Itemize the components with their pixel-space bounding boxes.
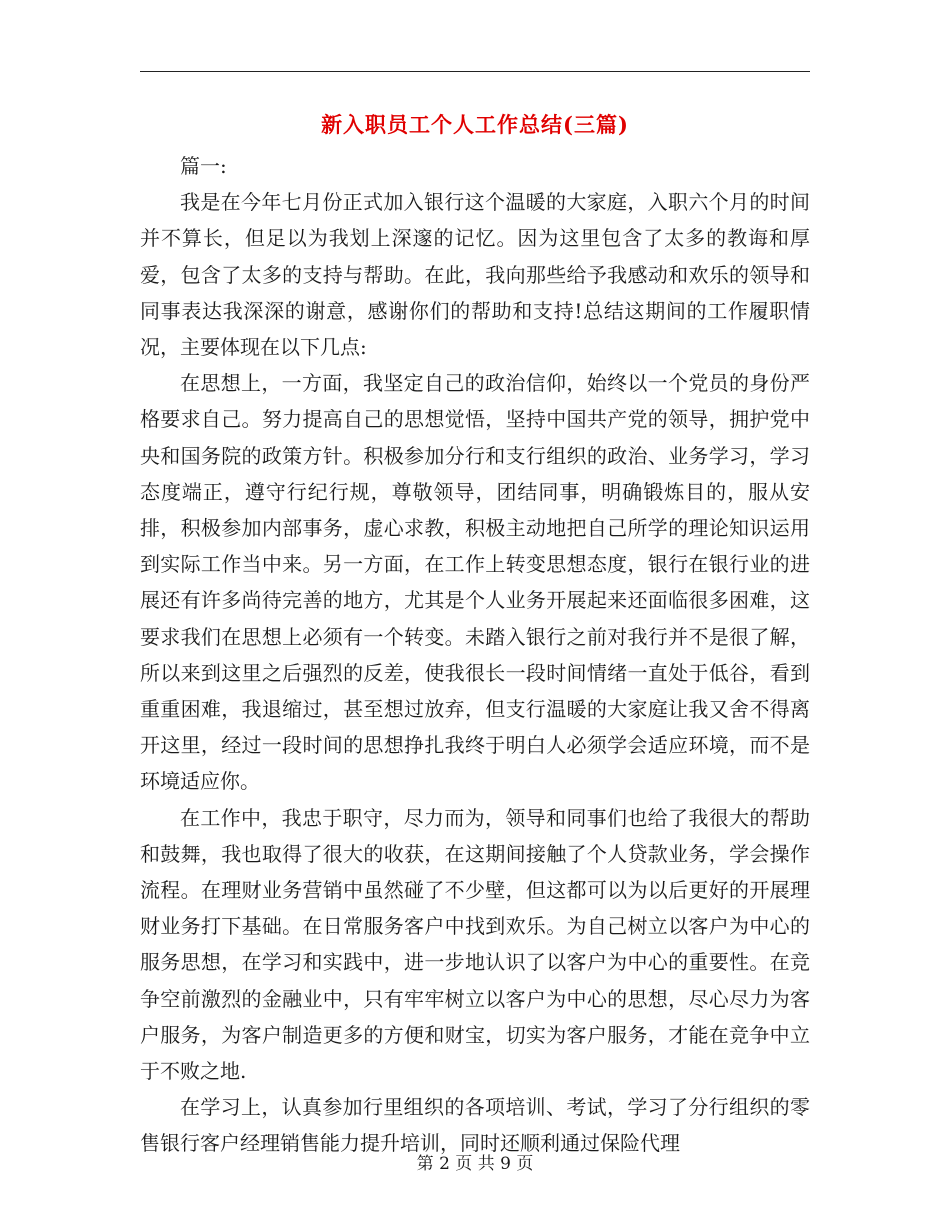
paragraph: 在工作中，我忠于职守，尽力而为，领导和同事们也给了我很大的帮助和鼓舞，我也取得了很大的收获，在这期间接触了个人贷款业务，学会操作流程。在理财业务营销中虽然碰了不少壁，但这都可以为以后更好的开展理财业务打下基础。在日常服务客户中找到欢乐。为自己树立以客户为中心的服务思想，在学习和实践中，进一步地认识了以客户为中心的重要性。在竞争空前激烈的金融业中，只有牢牢树立以客户为中心的思想，尽心尽力为客户服务，为客户制造更多的方便和财宝，切实为客户服务，才能在竞争中立于不败之地. (140, 805, 810, 1084)
paragraph: 在思想上，一方面，我坚定自己的政治信仰，始终以一个党员的身份严格要求自己。努力提高自己的思想觉悟，坚持中国共产党的领导，拥护党中央和国务院的政策方针。积极参加分行和支行组织的政治、业务学习，学习态度端正，遵守行纪行规，尊敬领导，团结同事，明确锻炼目的，服从安排，积极参加内部事务，虚心求教，积极主动地把自己所学的理论知识运用到实际工作当中来。另一方面，在工作上转变思想态度，银行在银行业的进展还有许多尚待完善的地方，尤其是个人业务开展起来还面临很多困难，这要求我们在思想上必须有一个转变。未踏入银行之前对我行并不是很了解，所以来到这里之后强烈的反差，使我很长一段时间情绪一直处于低谷，看到重重困难，我退缩过，甚至想过放弃，但支行温暖的大家庭让我又舍不得离开这里，经过一段时间的思想挣扎我终于明白人必须学会适应环境，而不是环境适应你。 (140, 371, 810, 794)
page-number-footer: 第 2 页 共 9 页 (416, 1154, 534, 1174)
paragraph: 在学习上，认真参加行里组织的各项培训、考试，学习了分行组织的零售银行客户经理销售能力提升培训，同时还顺利通过保险代理 (140, 1095, 810, 1156)
document-title: 新入职员工个人工作总结(三篇) (321, 112, 629, 137)
header-rule (140, 71, 810, 72)
document-body (140, 148, 810, 1162)
paragraph-section-label: 篇一: (180, 154, 227, 178)
paragraph: 我是在今年七月份正式加入银行这个温暖的大家庭，入职六个月的时间并不算长，但足以为我划上深邃的记忆。因为这里包含了太多的教诲和厚爱，包含了太多的支持与帮助。在此，我向那些给予我感动和欢乐的领导和同事表达我深深的谢意，感谢你们的帮助和支持!总结这期间的工作履职情况，主要体现在以下几点: (140, 190, 810, 360)
